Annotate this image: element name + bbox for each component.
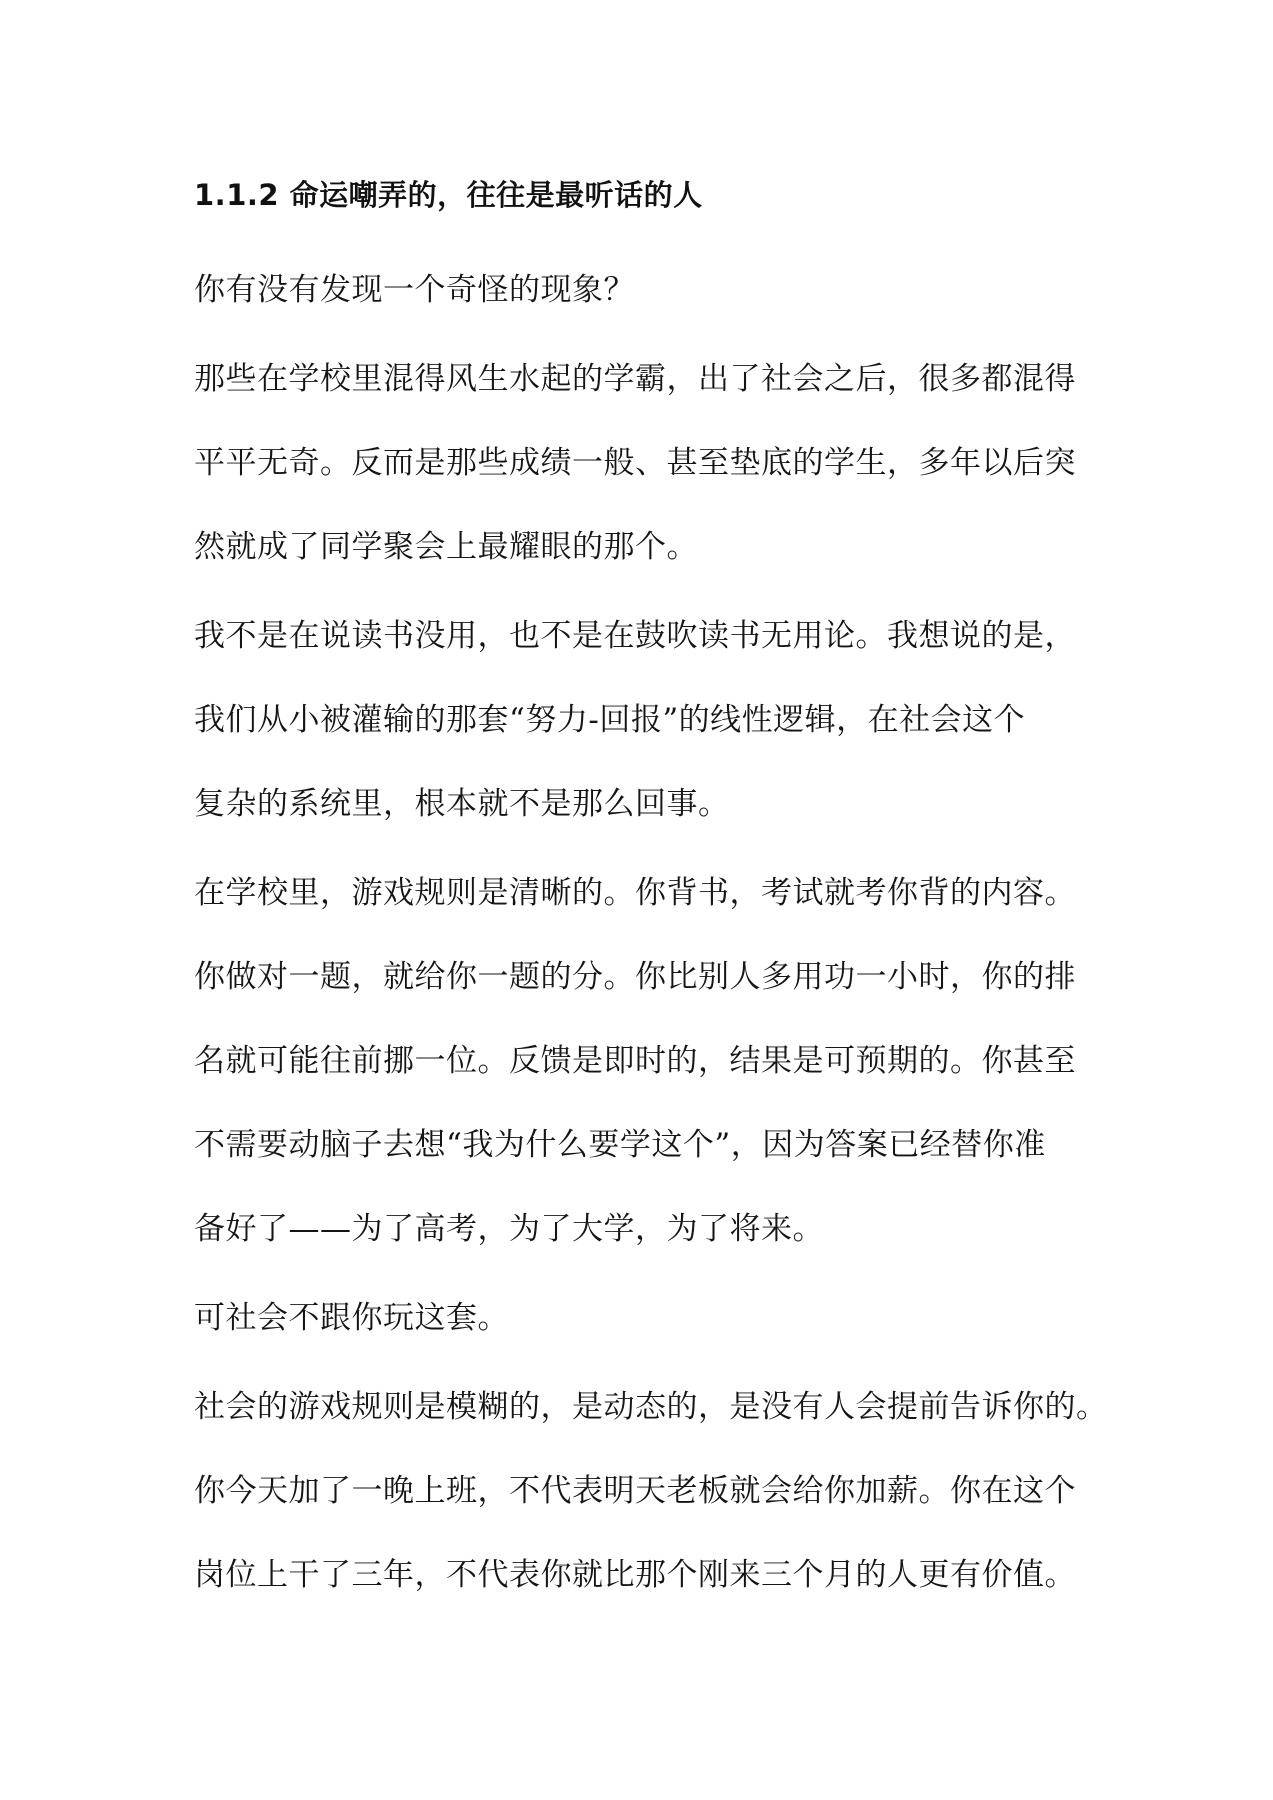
paragraph-line: 不需要动脑子去想“我为什么要学这个”，因为答案已经替你准 (194, 1127, 1046, 1163)
paragraph-line: 那些在学校里混得风生水起的学霸，出了社会之后，很多都混得 (194, 361, 1076, 397)
document-body (194, 170, 1108, 1617)
paragraph-line: 你有没有发现一个奇怪的现象？ (194, 272, 635, 308)
paragraph-line: 平平无奇。反而是那些成绩一般、甚至垫底的学生，多年以后突 (194, 445, 1076, 481)
paragraph (194, 1276, 1094, 1360)
paragraph-line: 名就可能往前挪一位。反馈是即时的，结果是可预期的。你甚至 (194, 1043, 1076, 1079)
paragraph (194, 248, 1094, 332)
paragraph-line: 然就成了同学聚会上最耀眼的那个。 (194, 529, 698, 565)
section-heading: 1.1.2 命运嘲弄的，往往是最听话的人 (194, 178, 703, 212)
paragraph-line: 复杂的系统里，根本就不是那么回事。 (194, 786, 730, 822)
paragraph-line: 你做对一题，就给你一题的分。你比别人多用功一小时，你的排 (194, 959, 1076, 995)
paragraph-line: 我们从小被灌输的那套“努力-回报”的线性逻辑，在社会这个 (194, 702, 1026, 738)
paragraph-line: 社会的游戏规则是模糊的，是动态的，是没有人会提前告诉你的。 (194, 1389, 1108, 1425)
paragraph-line: 你今天加了一晚上班，不代表明天老板就会给你加薪。你在这个 (194, 1473, 1076, 1509)
paragraph-line: 备好了——为了高考，为了大学，为了将来。 (194, 1211, 824, 1247)
paragraph (194, 851, 1094, 1271)
paragraph-line: 我不是在说读书没用，也不是在鼓吹读书无用论。我想说的是， (194, 618, 1076, 654)
paragraph-line: 可社会不跟你玩这套。 (194, 1300, 509, 1336)
paragraph (194, 337, 1094, 589)
paragraph (194, 594, 1094, 846)
paragraph-line: 岗位上干了三年，不代表你就比那个刚来三个月的人更有价值。 (194, 1557, 1076, 1593)
paragraph-line: 在学校里，游戏规则是清晰的。你背书，考试就考你背的内容。 (194, 875, 1076, 911)
paragraph (194, 1365, 1108, 1617)
